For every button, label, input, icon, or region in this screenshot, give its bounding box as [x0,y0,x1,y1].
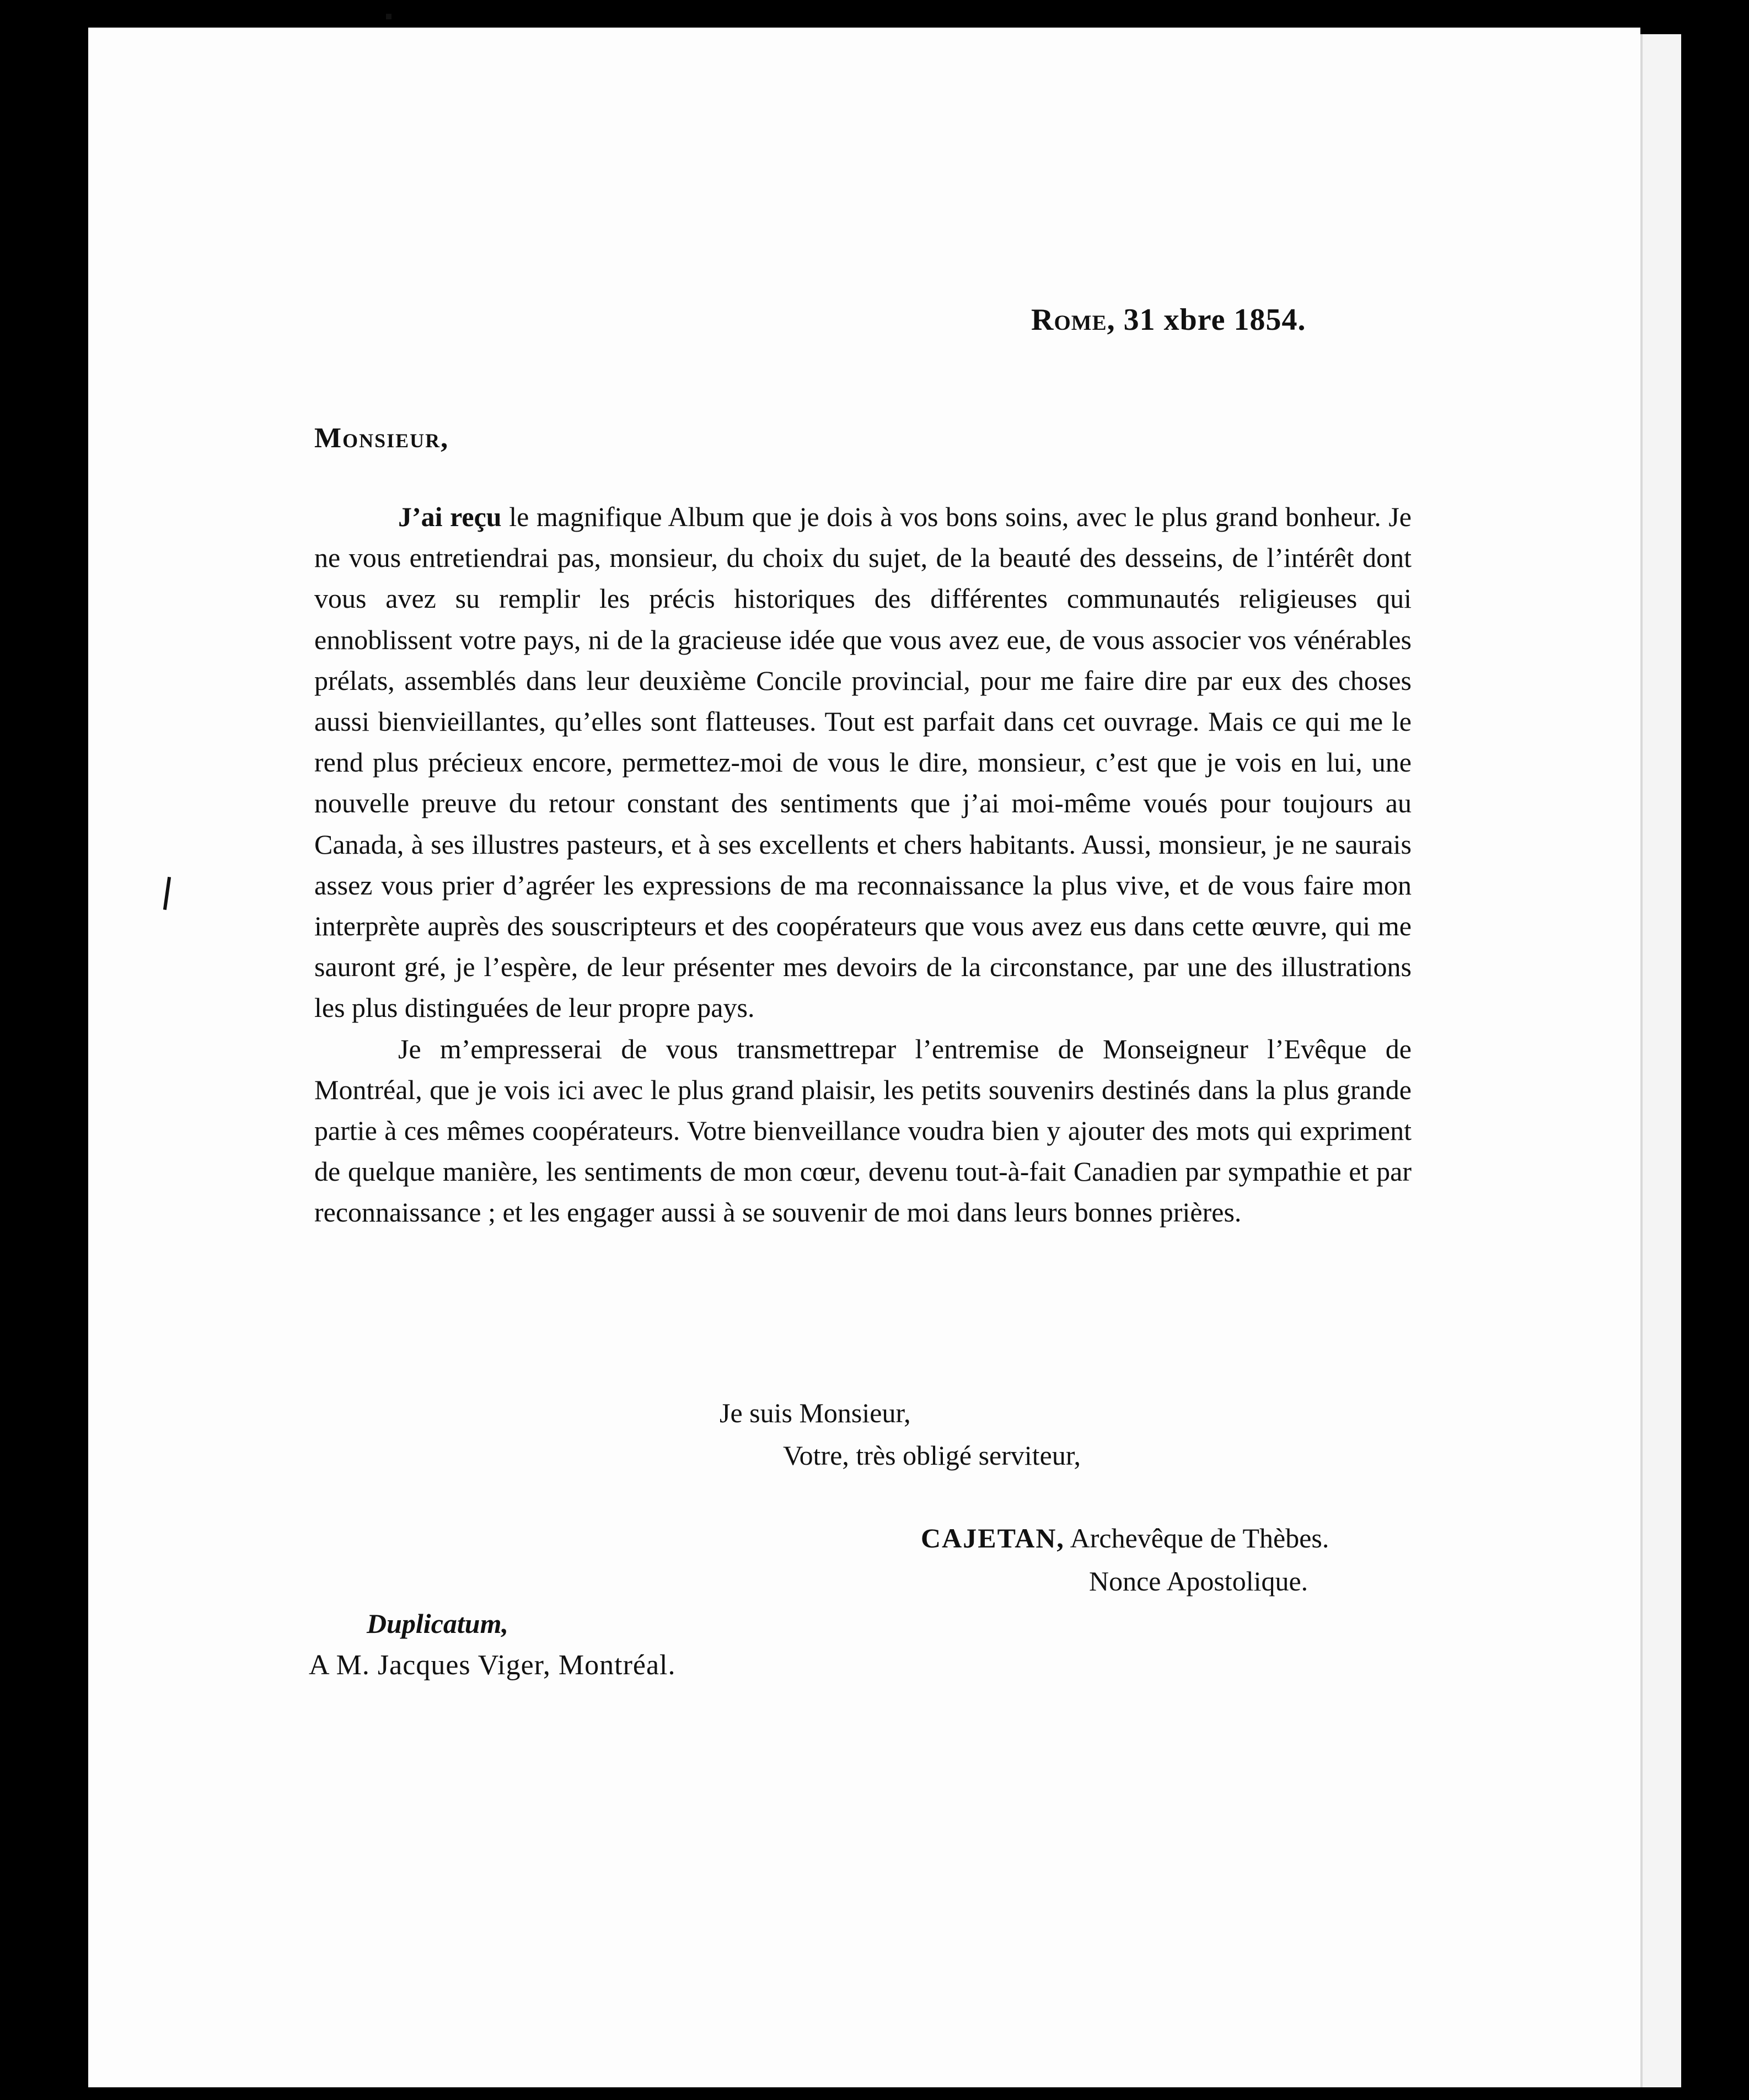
signature [921,1522,1329,1554]
signature-title: Archevêque de Thèbes. [1064,1523,1329,1553]
signature-name: CAJETAN, [921,1523,1065,1553]
dateline-date: , 31 xbre 1854. [1107,303,1306,337]
paragraph [314,496,1412,1028]
paragraph [314,1028,1412,1233]
paragraph-lead: J’ai reçu [398,501,502,532]
paragraph-text: Je m’empresserai de vous transmettrepar l’entremise de Monseigneur l’Evêque de Montréal, que je vois ici avec le plus grand plaisir, les petits souvenirs destinés dans la plus grande partie à ces mêmes coopérateurs. Votre bienveillance voudra bien y ajouter des mots qui expriment de quelque manière, les sentiments de mon cœur, devenu tout-à-fait Canadien par sympathie et par reconnaissance ; et les engager aussi à se souvenir de moi dans leurs bonnes prières. [314,1033,1412,1228]
duplicate-label: Duplicatum, [367,1608,508,1639]
salutation: Monsieur, [314,422,449,454]
paragraph-text: le magnifique Album que je dois à vos bons soins, avec le plus grand bonheur. Je ne vous entretiendrai pas, monsieur, du choix du sujet, de la beauté des desseins, de l’intérêt dont vous avez su remplir les précis historiques des différentes communautés religieuses qui ennoblissent votre pays, ni de la gracieuse idée que vous avez eue, de vous associer vos vénérables prélats, assemblés dans leur deuxième Concile provincial, pour me faire dire par eux des choses aussi bienvieillantes, qu’elles sont flatteuses. Tout est parfait dans cet ouvrage. Mais ce qui me le rend plus précieux encore, permettez-moi de vous le dire, monsieur, c’est que je vois en lui, une nouvelle preuve du retour constant des sentiments que j’ai moi-même voués pour toujours au Canada, à ses illustres pasteurs, et à ses excellents et chers habitants. Aussi, monsieur, je ne saurais assez vous prier d’agréer les expressions de ma reconnaissance la plus vive, et de vous faire mon interprète auprès des souscripteurs et des coopérateurs que vous avez eus dans cette œuvre, qui me sauront gré, je l’espère, de leur présenter mes devoirs de la circonstance, par une des illustrations les plus distinguées de leur propre pays. [314,501,1412,1024]
letter-body [314,496,1412,1233]
dateline [1031,302,1306,338]
scan-mark [386,14,391,19]
signature-title-2: Nonce Apostolique. [1089,1566,1308,1597]
duplicate-address: A M. Jacques Viger, Montréal. [309,1649,676,1681]
closing-line-1: Je suis Monsieur, [720,1397,911,1428]
adjacent-page-edge [1640,34,1681,2087]
dateline-place: Rome [1031,303,1107,337]
closing-line-2: Votre, très obligé serviteur, [783,1440,1081,1471]
